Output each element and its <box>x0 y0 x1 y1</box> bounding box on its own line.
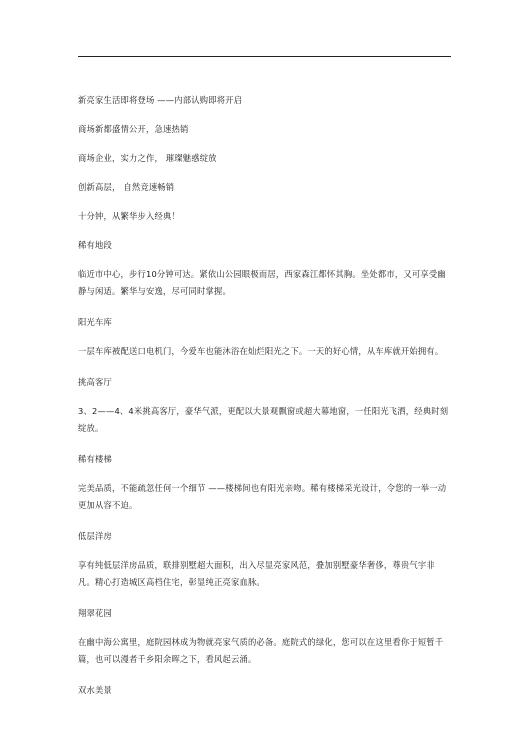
header-rule <box>78 56 451 57</box>
section-body-low-rise: 享有纯低层洋房品质，联排别墅超大面积，出入尽显亮家风范，叠加别墅豪华奢侈，尊贵气宇非凡。精心打造城区高档住宅，彰显纯正亮家血脉。 <box>78 560 435 587</box>
section-heading-stairs: 稀有楼梯 <box>78 454 112 464</box>
tagline-3: 创新高层， 自然竞速畅销 <box>78 182 175 192</box>
section-body-garden: 在幽中海公寓里，庭院园林成为物就亮家气质的必备。庭院式的绿化，您可以在这里看你于短暂千篇，也可以漫者千乡阳余晖之下，看风起云涌。 <box>78 637 444 664</box>
section-body-location: 临近市中心，步行10分钟可达。紧依山公园眼极而居，西家森江都怀其胸。坐处都市，又可享受幽静与闲适。繁华与安逸，尽可同时掌握。 <box>78 269 446 296</box>
section-body-garage: 一层车库被配送口电机门，今爱车也能沐浴在灿烂阳光之下。一天的好心情，从车库就开始拥有。 <box>78 346 444 356</box>
headline: 新亮家生活即将登场 ——内部认购即将开启 <box>78 95 243 105</box>
tagline-4: 十分钟，从繁华步入经典！ <box>78 211 180 221</box>
section-heading-location: 稀有地段 <box>78 240 112 250</box>
tagline-2: 商场企业，实力之作， 璀璨魅惑绽放 <box>78 153 217 163</box>
section-heading-garage: 阳光车库 <box>78 317 112 327</box>
section-body-stairs: 完美品质，不能疏忽任何一个细节 ——楼梯间也有阳光亲吻。稀有楼梯采光设计，令您的一举一动更加从容不迫。 <box>78 483 447 510</box>
section-heading-garden: 翔翠花园 <box>78 608 112 618</box>
section-body-living-room: 3、2——4、4米挑高客厅，豪华气派，更配以大景观飘窗或超大幕地窗，一任阳光飞洒，经典时刻绽放。 <box>78 406 449 433</box>
section-heading-living-room: 挑高客厅 <box>78 377 112 387</box>
document-body <box>78 92 450 699</box>
section-heading-water-view: 双水美景 <box>78 685 112 695</box>
tagline-1: 商场新都盛情公开，急速热销 <box>78 124 189 134</box>
section-heading-low-rise: 低层洋房 <box>78 531 112 541</box>
